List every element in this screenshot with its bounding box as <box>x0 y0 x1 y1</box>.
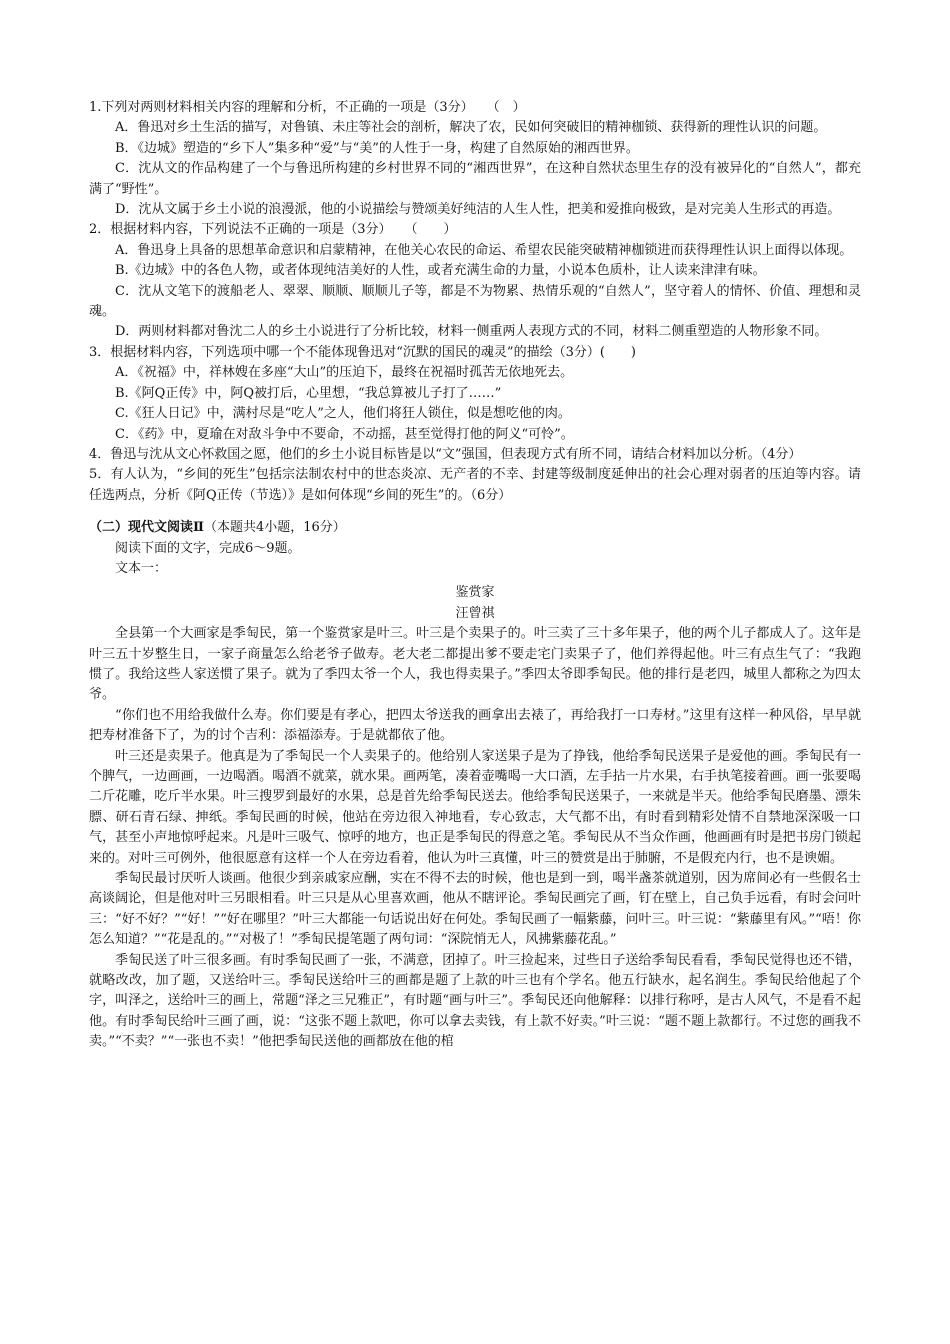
text-label: 文本一： <box>115 560 168 576</box>
section-instruction: 阅读下面的文字，完成6～9题。 <box>115 540 301 556</box>
option-a: A．鲁迅身上具备的思想革命意识和启蒙精神，在他关心农民的命运、希望农民能突破精神枷锁进而获得理性认识上面得以体现。 <box>115 242 853 258</box>
story-author: 汪曾祺 <box>455 605 495 621</box>
option-b: B.《阿Q正传》中，阿Q被打后，心里想，“我总算被儿子打了……” <box>115 385 502 401</box>
question-stem: 4．鲁迅与沈从文心怀救国之愿，他们的乡土小说目标皆是以“文”强国，但表现方式有所不同，请结合材料加以分析。（4分） <box>89 446 802 462</box>
question-5 <box>89 465 861 506</box>
option-d: D．沈从文属于乡土小说的浪漫派，他的小说描绘与赞颂美好纯洁的人生人性，把美和爱推向极致，是对完美人生形式的再造。 <box>115 202 841 218</box>
option-c: C.《狂人日记》中，满村尽是“吃人”之人，他们将狂人锁住，似是想吃他的肉。 <box>115 406 571 422</box>
option-c: C．沈从文的作品构建了一个与鲁迅所构建的乡村世界不同的“湘西世界”，在这种自然状态里生存的没有被异化的“自然人”，都充满了“野性”。 <box>89 161 861 197</box>
question-stem: 1.下列对两则材料相关内容的理解和分析，不正确的一项是（3分） （ ） <box>89 100 526 115</box>
option-b: B.《边城》中的各色人物，或者体现纯洁美好的人性，或者充满生命的力量，小说本色质朴，让人读来津津有味。 <box>115 263 766 279</box>
section-note: （本题共4小题，16分） <box>203 520 346 536</box>
section-heading <box>89 518 861 538</box>
question-4 <box>89 445 861 465</box>
story-title: 鉴赏家 <box>455 585 495 601</box>
document-page <box>89 98 861 1053</box>
option-b: B．《边城》塑造的“乡下人”集多种“爱”与“美”的人性于一身，构建了自然原始的湘西世界。 <box>115 140 639 156</box>
section-heading-text: （二）现代文阅读Ⅱ <box>89 520 204 536</box>
option-d: D．两则材料都对鲁沈二人的乡土小说进行了分析比较，材料一侧重两人表现方式的不同，材料二侧重塑造的人物形象不同。 <box>115 324 828 340</box>
story-paragraph: “你们也不用给我做什么寿。你们要是有孝心，把四太爷送我的画拿出去裱了，再给我打一口寿材。”这里有这样一种风俗，早早就把寿材准备下了，为的讨个吉利：添福添寿。于是就都依了他。 <box>89 707 861 744</box>
question-stem: 3．根据材料内容，下列选项中哪一个不能体现鲁迅对“沉默的国民的魂灵”的描绘（3分）( ) <box>89 344 636 360</box>
spacer <box>89 506 861 518</box>
question-1 <box>89 98 861 220</box>
story-body <box>89 624 861 1053</box>
question-3 <box>89 343 861 445</box>
option-a: A．鲁迅对乡土生活的描写，对鲁镇、未庄等社会的剖析，解决了农，民如何突破旧的精神枷锁、获得新的理性认识的问题。 <box>115 120 827 136</box>
option-c: C．沈从文笔下的渡船老人、翠翠、顺顺、顺顺儿子等，都是不为物累、热情乐观的“自然人”，坚守着人的情怀、价值、理想和灵魂。 <box>89 283 861 320</box>
story-paragraph: 季匋民最讨厌听人谈画。他很少到亲戚家应酬，实在不得不去的时候，他也是到一到，喝半盏茶就道别，因为席间必有一些假名士高谈阔论，但是他对叶三另眼相看。叶三只是从心里喜欢画，他从不瞎评论。季匋民画完了画，钉在壁上，自己负手远看，有时会问叶三：“好不好？”“好！”“好在哪里？”叶三大都能一句话说出好在何处。季匋民画了一幅紫藤，问叶三。叶三说：“紫藤里有风。”“唔！你怎么知道？”“花是乱的。”“对极了！”季匋民提笔题了两句词：“深院悄无人，风拂紫藤花乱。” <box>89 871 861 948</box>
question-stem: 2．根据材料内容，下列说法不正确的一项是（3分） （ ） <box>89 222 457 238</box>
story-paragraph: 全县第一个大画家是季匋民，第一个鉴赏家是叶三。叶三是个卖果子的。叶三卖了三十多年果子，他的两个儿子都成人了。这年是叶三五十岁整生日，一家子商量怎么给老爷子做寿。老大老二都提出爹不要走宅门卖果子了，他们养得起他。叶三有点生气了：“我跑惯了。我给这些人家送惯了果子。就为了季四太爷一个人，我也得卖果子。”季四太爷即季匋民。他的排行是老四，城里人都称之为四太爷。 <box>89 626 861 703</box>
story-paragraph: 季匋民送了叶三很多画。有时季匋民画了一张，不满意，团掉了。叶三捡起来，过些日子送给季匋民看看，季匋民觉得也还不错，就略改改，加了题，又送给叶三。季匋民送给叶三的画都是题了上款的叶三也有个学名。他五行缺水，起名润生。季匋民给他起了个字，叫泽之，送给叶三的画上，常题“泽之三兄雅正”，有时题“画与叶三”。季匋民还向他解释：以排行称呼，是古人风气，不是看不起他。有时季匋民给叶三画了画，说：“这张不题上款吧，你可以拿去卖钱，有上款不好卖。”叶三说：“题不题上款都行。不过您的画我不卖。”“不卖？”“一张也不卖！”他把季匋民送他的画都放在他的棺 <box>89 952 861 1050</box>
option-d: C．《药》中，夏瑜在对敌斗争中不要命，不动摇，甚至觉得打他的阿义“可怜”。 <box>115 426 574 442</box>
story-paragraph: 叶三还是卖果子。他真是为了季匋民一个人卖果子的。他给别人家送果子是为了挣钱，他给季匋民送果子是爱他的画。季匋民有一个脾气，一边画画，一边喝酒。喝酒不就菜，就水果。画两笔，凑着壶嘴喝一大口酒，左手拈一片水果，右手执笔接着画。画一张要喝二斤花雕，吃斤半水果。叶三搜罗到最好的水果，总是首先给季匋民送去。他给季匋民送果子，一来就是半天。他给季匋民磨墨、漂朱膘、研石青石绿、抻纸。季匋民画的时候，他站在旁边很入神地看，专心致志，大气都不出，有时看到精彩处情不自禁地深深吸一口气，甚至小声地惊呼起来。凡是叶三吸气、惊呼的地方，也正是季匋民的得意之笔。季匋民从不当众作画，他画画有时是把书房门锁起来的。对叶三可例外，他很愿意有这样一个人在旁边看着，他认为叶三真懂，叶三的赞赏是出于肺腑，不是假充内行，也不是谀媚。 <box>89 748 861 866</box>
question-stem: 5．有人认为，“乡间的死生”包括宗法制农村中的世态炎凉、无产者的不幸、封建等级制度延伸出的社会心理对弱者的压迫等内容。请任选两点，分析《阿Q正传（节选）》是如何体现“乡间的死生”的。（6分） <box>89 467 861 503</box>
option-a: A．《祝福》中，祥林嫂在多座“大山”的压迫下，最终在祝福时孤苦无依地死去。 <box>115 365 574 381</box>
question-2 <box>89 220 861 342</box>
